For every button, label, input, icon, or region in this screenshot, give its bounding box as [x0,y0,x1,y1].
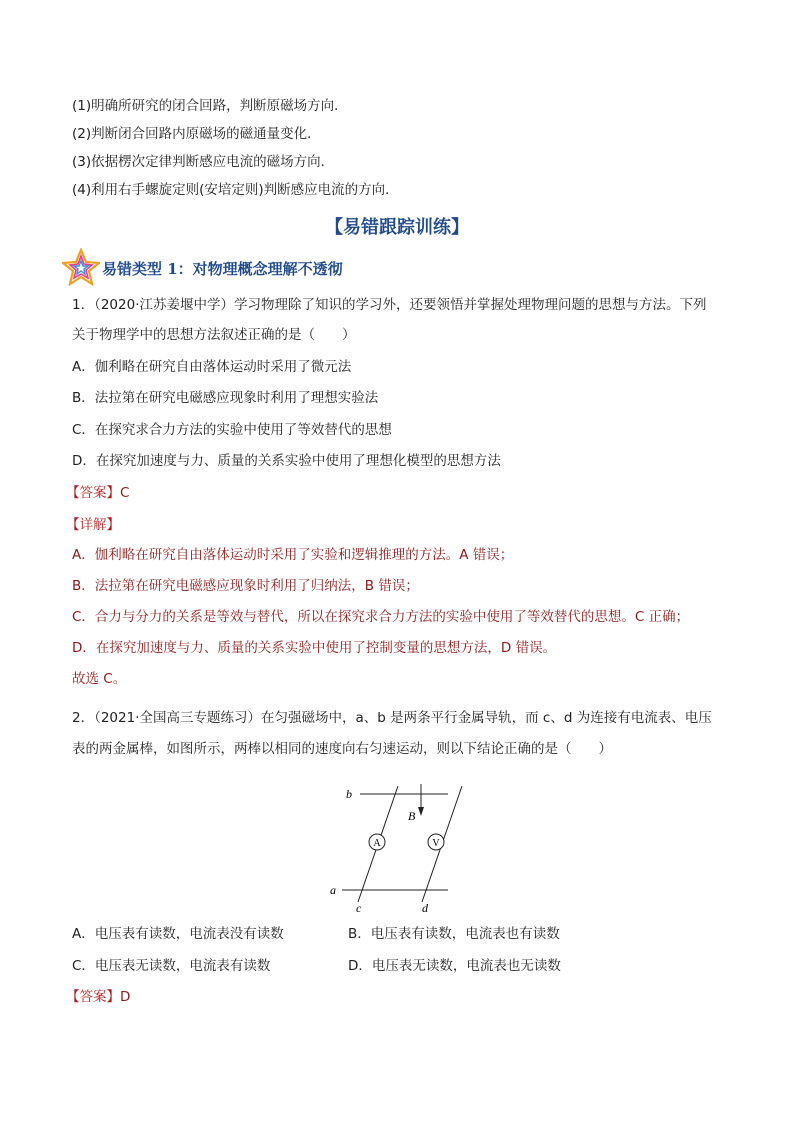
q1-answer [66,484,129,502]
voltmeter-label: V [432,838,440,849]
label-c: c [356,901,362,915]
label-B: B [408,809,416,823]
q1-conclusion: 故选 C。 [72,671,127,687]
q2-answer [66,988,130,1006]
q2-option-d: D．电压表无读数，电流表也无读数 [348,958,561,974]
q1-stem-line2: 关于物理学中的思想方法叙述正确的是（ ） [72,327,356,343]
q1-answer-value: C [120,485,130,501]
label-d: d [422,901,428,915]
error-type-title: 易错类型 1：对物理概念理解不透彻 [102,260,343,278]
q1-detail-b: B．法拉第在研究电磁感应现象时利用了归纳法，B 错误； [72,578,419,594]
q1-detail-d: D．在探究加速度与力、质量的关系实验中使用了控制变量的思想方法，D 错误。 [72,640,557,656]
q2-stem-line2: 表的两金属棒，如图所示，两棒以相同的速度向右匀速运动，则以下结论正确的是（ ） [72,741,612,757]
q1-detail-a: A．伽利略在研究自由落体运动时采用了实验和逻辑推理的方法。A 错误； [72,547,514,563]
q1-answer-label: 【答案】 [66,485,120,501]
q1-option-b: B．法拉第在研究电磁感应现象时利用了理想实验法 [72,390,379,406]
q1-option-c: C．在探究求合力方法的实验中使用了等效替代的思想 [72,422,392,438]
q1-stem-line1: 1．（2020·江苏姜堰中学）学习物理除了知识的学习外，还要领悟并掌握处理物理问题的思想与方法。下列 [72,297,707,313]
rails-circuit-diagram [320,780,470,915]
q1-option-d: D．在探究加速度与力、质量的关系实验中使用了理想化模型的思想方法 [72,453,501,469]
label-a: a [330,883,336,897]
arrowhead-icon [418,807,424,816]
label-b: b [346,787,352,801]
q1-detail-label: 【详解】 [66,517,120,533]
q2-answer-value: D [120,989,131,1005]
q2-option-c: C．电压表无读数，电流表有读数 [72,958,271,974]
q1-detail-c: C．合力与分力的关系是等效与替代，所以在探究求合力方法的实验中使用了等效替代的思想。C 正确； [72,609,690,625]
intro-step-4: (4)利用右手螺旋定则(安培定则)判断感应电流的方向． [72,182,399,198]
q2-option-b: B．电压表有读数，电流表也有读数 [348,926,560,942]
intro-step-3: (3)依据楞次定律判断感应电流的磁场方向． [72,154,335,170]
q2-stem-line1: 2．（2021·全国高三专题练习）在匀强磁场中，a、b 是两条平行金属导轨，而 c、d 为连接有电流表、电压 [72,710,712,726]
q1-option-a: A．伽利略在研究自由落体运动时采用了微元法 [72,359,352,375]
q2-option-a: A．电压表有读数，电流表没有读数 [72,926,284,942]
intro-step-1: (1)明确所研究的闭合回路，判断原磁场方向． [72,98,348,114]
ammeter-label: A [373,838,381,849]
section-title: 【易错跟踪训练】 [325,217,469,238]
intro-step-2: (2)判断闭合回路内原磁场的磁通量变化． [72,126,321,142]
star-icon [62,248,100,286]
q2-answer-label: 【答案】 [66,989,120,1005]
